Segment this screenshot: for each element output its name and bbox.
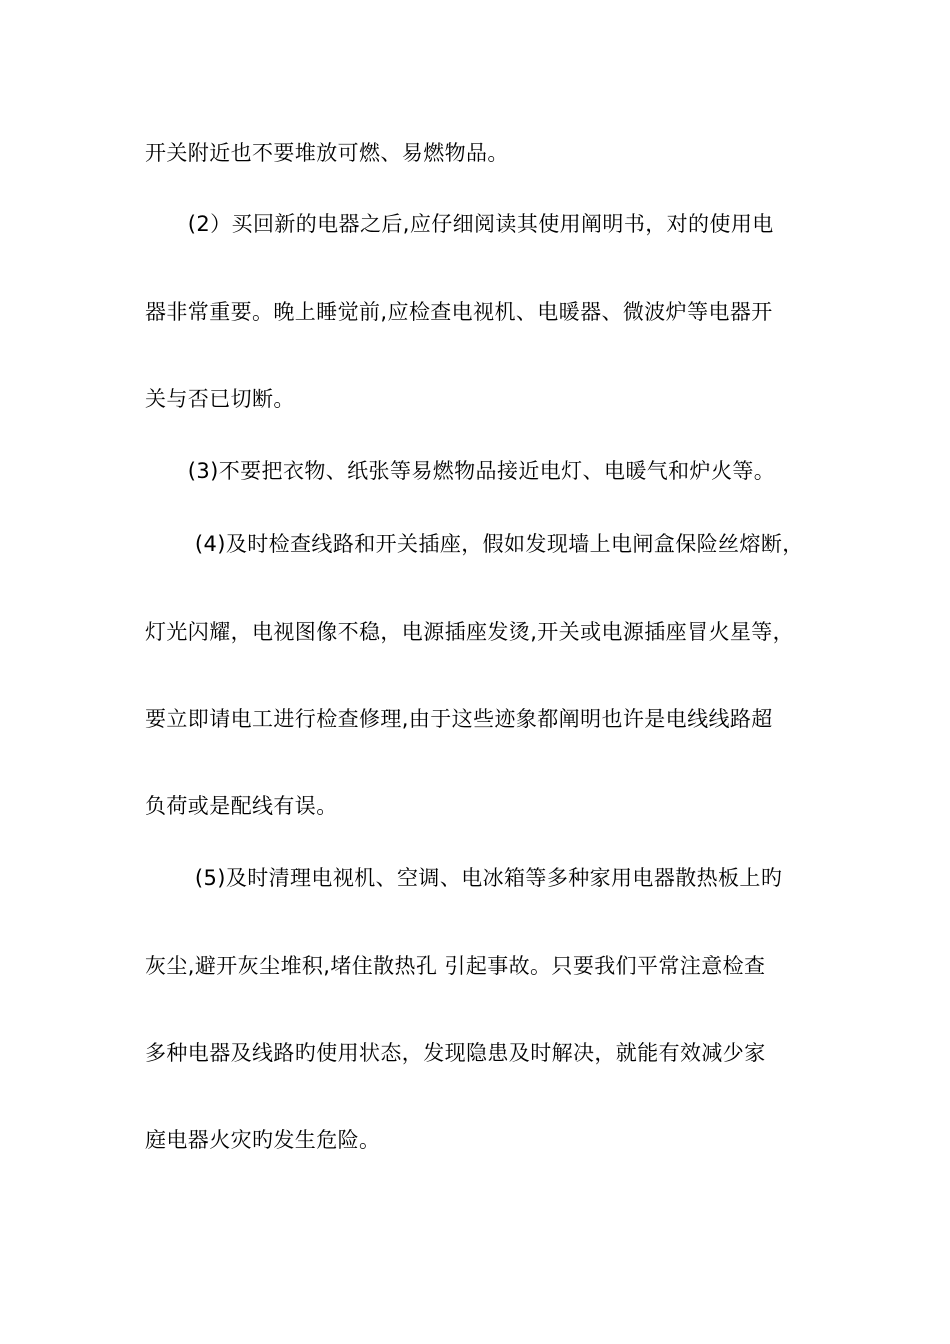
- text-line-3: 器非常重要。晚上睡觉前,应检查电视机、电暖器、微波炉等电器开: [145, 300, 773, 324]
- text-line-8: 要立即请电工进行检查修理,由于这些迹象都阐明也许是电线线路超: [145, 707, 773, 731]
- text-line-13: 庭电器火灾旳发生危险。: [145, 1128, 381, 1152]
- text-line-1: 开关附近也不要堆放可燃、易燃物品。: [145, 141, 509, 165]
- text-line-2: (2）买回新的电器之后,应仔细阅读其使用阐明书，对的使用电: [145, 212, 774, 236]
- text-line-11: 灰尘,避开灰尘堆积,堵住散热孔 引起事故。只要我们平常注意检查: [145, 954, 766, 978]
- text-line-4: 关与否已切断。: [145, 387, 295, 411]
- text-line-9: 负荷或是配线有误。: [145, 794, 338, 818]
- text-line-7: 灯光闪耀，电视图像不稳，电源插座发烫,开关或电源插座冒火星等，: [145, 620, 795, 644]
- text-line-12: 多种电器及线路旳使用状态，发现隐患及时解决，就能有效减少家: [145, 1041, 766, 1065]
- text-line-5: (3)不要把衣物、纸张等易燃物品接近电灯、电暖气和炉火等。: [145, 459, 776, 483]
- text-line-10: (5)及时清理电视机、空调、电冰箱等多种家用电器散热板上旳: [145, 866, 783, 890]
- text-line-6: (4)及时检查线路和开关插座，假如发现墙上电闸盒保险丝熔断，: [145, 532, 804, 556]
